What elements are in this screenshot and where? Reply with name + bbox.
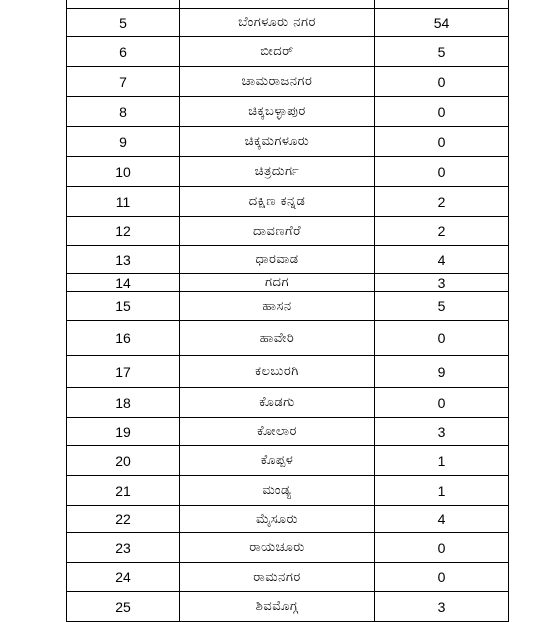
- serial-number-cell: 20: [67, 446, 180, 476]
- count-cell: 54: [375, 9, 509, 37]
- district-table: [66, 0, 509, 622]
- district-name-cell: ಕೊಡಗು: [180, 388, 375, 418]
- district-name-cell: ಧಾರವಾಡ: [180, 246, 375, 274]
- count-cell: 0: [375, 388, 509, 418]
- district-name-cell: ಚಾಮರಾಜನಗರ: [180, 67, 375, 97]
- serial-number-cell: 24: [67, 563, 180, 592]
- table-row: [67, 274, 509, 292]
- count-cell: 1: [375, 446, 509, 476]
- count-cell: 0: [375, 321, 509, 356]
- count-cell: 1: [375, 476, 509, 506]
- count-cell: 0: [375, 157, 509, 187]
- table-row: [67, 246, 509, 274]
- serial-number-cell: 12: [67, 217, 180, 246]
- table-row: [67, 187, 509, 217]
- district-name-cell: ಚಿಕ್ಕಮಗಳೂರು: [180, 127, 375, 157]
- count-cell: 3: [375, 592, 509, 622]
- count-cell: 9: [375, 356, 509, 388]
- district-name-cell: ಬೆಂಗಳೂರು ನಗರ: [180, 9, 375, 37]
- district-name-cell: ಮಂಡ್ಯ: [180, 476, 375, 506]
- serial-number-cell: 22: [67, 506, 180, 533]
- serial-number-cell: 15: [67, 292, 180, 321]
- count-cell: 2: [375, 187, 509, 217]
- serial-number-cell: 9: [67, 127, 180, 157]
- district-table-container: [66, 0, 508, 622]
- serial-number-cell: 19: [67, 418, 180, 446]
- count-cell: [375, 0, 509, 9]
- district-name-cell: ರಾಮನಗರ: [180, 563, 375, 592]
- serial-number-cell: 25: [67, 592, 180, 622]
- serial-number-cell: 13: [67, 246, 180, 274]
- count-cell: 0: [375, 563, 509, 592]
- count-cell: 5: [375, 292, 509, 321]
- serial-number-cell: 11: [67, 187, 180, 217]
- count-cell: 0: [375, 97, 509, 127]
- count-cell: 2: [375, 217, 509, 246]
- district-name-cell: ಕೊಪ್ಪಳ: [180, 446, 375, 476]
- district-name-cell: ಶಿವಮೊಗ್ಗ: [180, 592, 375, 622]
- count-cell: 0: [375, 67, 509, 97]
- serial-number-cell: 8: [67, 97, 180, 127]
- serial-number-cell: 18: [67, 388, 180, 418]
- district-name-cell: ಗದಗ: [180, 274, 375, 292]
- count-cell: 0: [375, 127, 509, 157]
- district-name-cell: ದಾವಣಗೆರೆ: [180, 217, 375, 246]
- district-name-cell: ಚಿಕ್ಕಬಳ್ಳಾಪುರ: [180, 97, 375, 127]
- table-row: [67, 356, 509, 388]
- table-row: [67, 533, 509, 563]
- table-row: [67, 563, 509, 592]
- serial-number-cell: 6: [67, 37, 180, 67]
- count-cell: 0: [375, 533, 509, 563]
- district-name-cell: [180, 0, 375, 9]
- table-row: [67, 418, 509, 446]
- table-row: [67, 592, 509, 622]
- district-name-cell: ಕಲಬುರಗಿ: [180, 356, 375, 388]
- serial-number-cell: 16: [67, 321, 180, 356]
- serial-number-cell: 23: [67, 533, 180, 563]
- table-row: [67, 67, 509, 97]
- serial-number-cell: 21: [67, 476, 180, 506]
- table-row: [67, 0, 509, 9]
- count-cell: 3: [375, 274, 509, 292]
- table-row: [67, 127, 509, 157]
- count-cell: 3: [375, 418, 509, 446]
- district-name-cell: ಹಾಸನ: [180, 292, 375, 321]
- table-row: [67, 292, 509, 321]
- serial-number-cell: 14: [67, 274, 180, 292]
- count-cell: 4: [375, 506, 509, 533]
- district-name-cell: ಮೈಸೂರು: [180, 506, 375, 533]
- count-cell: 4: [375, 246, 509, 274]
- serial-number-cell: 17: [67, 356, 180, 388]
- serial-number-cell: 5: [67, 9, 180, 37]
- district-name-cell: ಚಿತ್ರದುರ್ಗ: [180, 157, 375, 187]
- district-name-cell: ಬೀದರ್: [180, 37, 375, 67]
- serial-number-cell: 10: [67, 157, 180, 187]
- table-row: [67, 446, 509, 476]
- table-row: [67, 97, 509, 127]
- table-row: [67, 37, 509, 67]
- table-row: [67, 321, 509, 356]
- table-row: [67, 157, 509, 187]
- district-name-cell: ದಕ್ಷಿಣ ಕನ್ನಡ: [180, 187, 375, 217]
- district-name-cell: ಕೋಲಾರ: [180, 418, 375, 446]
- district-name-cell: ರಾಯಚೂರು: [180, 533, 375, 563]
- serial-number-cell: [67, 0, 180, 9]
- count-cell: 5: [375, 37, 509, 67]
- table-row: [67, 506, 509, 533]
- table-row: [67, 476, 509, 506]
- serial-number-cell: 7: [67, 67, 180, 97]
- district-name-cell: ಹಾವೇರಿ: [180, 321, 375, 356]
- table-row: [67, 217, 509, 246]
- table-row: [67, 9, 509, 37]
- table-row: [67, 388, 509, 418]
